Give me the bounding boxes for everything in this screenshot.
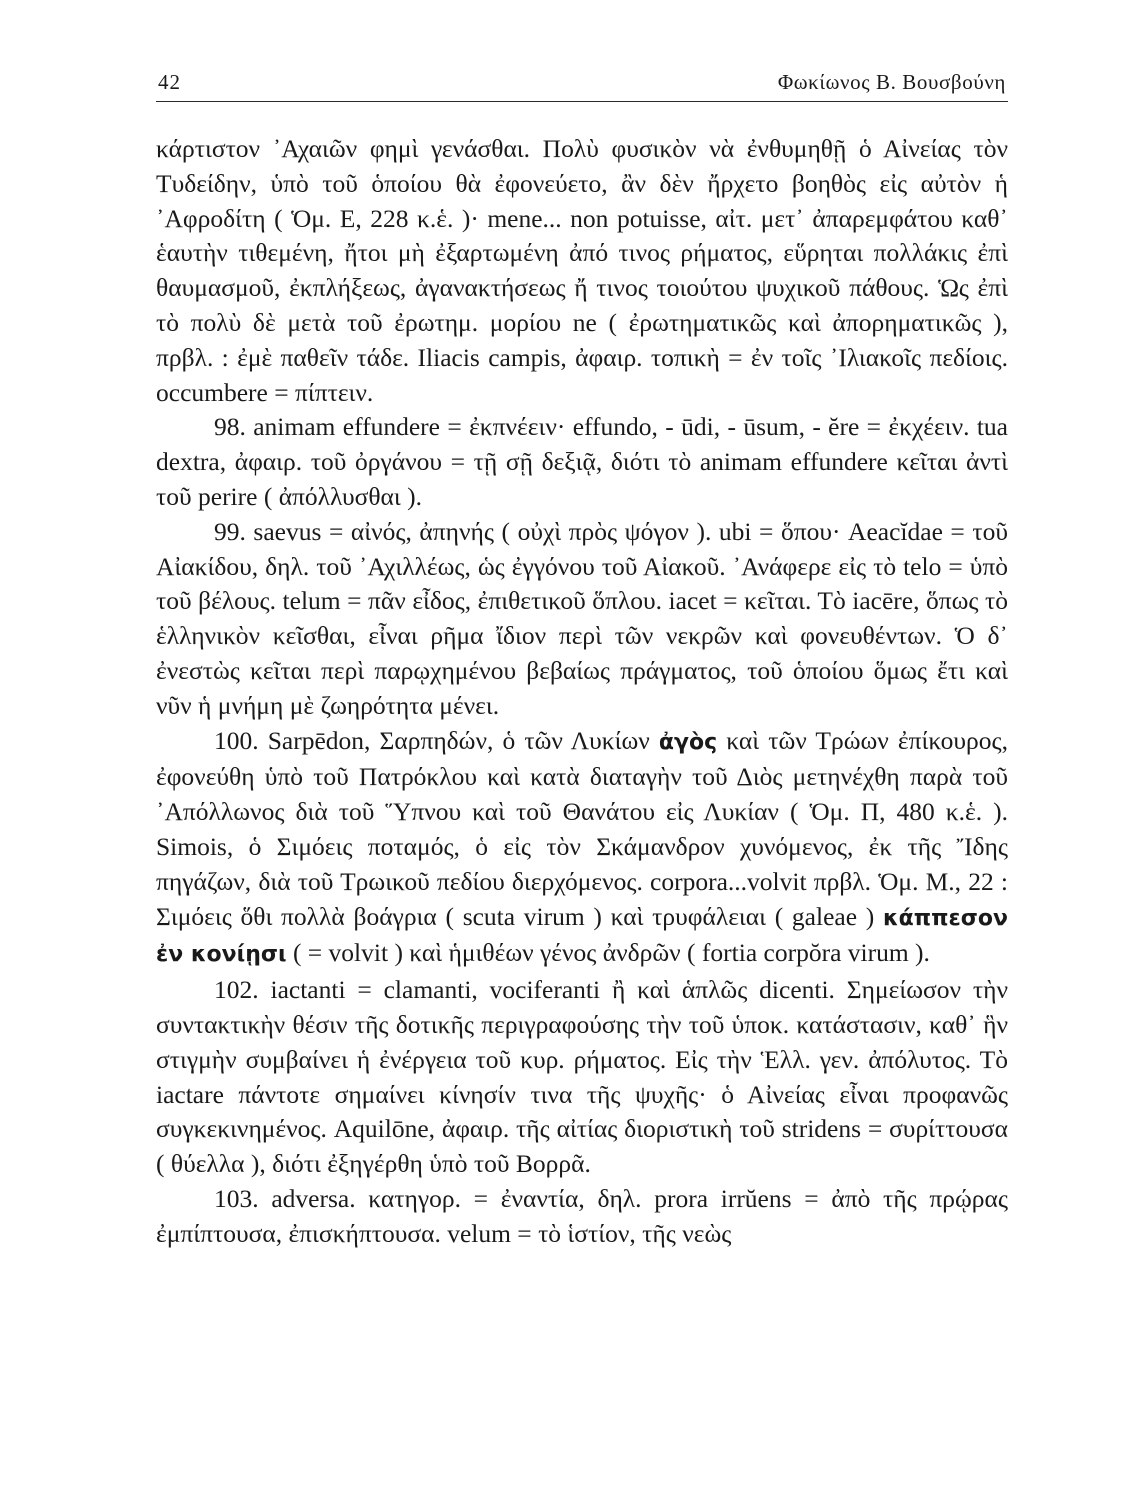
text-run: 99. saevus = αἰνός, ἀπηνής ( οὐχὶ πρὸς ψόγον ). ubi = ὅπου· Aeacĭdae = τοῦ Αἰακίδου, δηλ. τοῦ ᾿Αχιλλέως, ὡς ἐγγόνου τοῦ Αἰακοῦ. ᾿Ανάφερε εἰς τὸ telo = ὑπὸ τοῦ βέλους. telum = πᾶν εἶδος, ἐπιθετικοῦ ὅπλου. iacet = κεῖται. Τὸ iacēre, ὅπως τὸ ἑλληνικὸν κεῖσθαι, εἶναι ρῆμα ἴδιον περὶ τῶν νεκρῶν καὶ φονευθέντων. Ὁ δ᾿ ἐνεστὼς κεῖται περὶ παρῳχημένου βεβαίως πράγματος, τοῦ ὁποίου ὅμως ἔτι καὶ νῦν ἡ μνήμη μὲ ζωηρότητα μένει. bbox=[156, 516, 1008, 720]
text-run: 103. adversa. κατηγορ. = ἐναντία, δηλ. prora irrŭens = ἀπὸ τῆς πρῴρας ἐμπίπτουσα, ἐπισκήπτουσα. velum = τὸ ἱστίον, τῆς νεὼς bbox=[156, 1183, 1008, 1248]
text-run: καὶ τῶν Τρώων ἐπίκουρος, ἐφονεύθη ὑπὸ τοῦ Πατρόκλου καὶ κατὰ διαταγὴν τοῦ Διὸς μετηνέχθη παρὰ τοῦ ᾿Απόλλωνος διὰ τοῦ Ὕπνου καὶ τοῦ Θανάτου εἰς Λυκίαν ( Ὁμ. Π, 480 κ.ἑ. ). Simois, ὁ Σιμόεις ποταμός, ὁ εἰς τὸν Σκάμανδρον χυνόμενος, ἐκ τῆς Ἴδης πηγάζων, διὰ τοῦ Τρωικοῦ πεδίου διερχόμενος. corpora...volvit πρβλ. Ὁμ. Μ., 22 : Σιμόεις ὅθι πολλὰ βοάγρια ( scuta virum ) καὶ τρυφάλειαι ( galeae ) bbox=[156, 725, 1008, 931]
paragraph bbox=[156, 724, 1008, 974]
paragraph bbox=[156, 410, 1008, 514]
page-number: 42 bbox=[158, 70, 181, 94]
bold-text-run: ἀγὸς bbox=[658, 729, 718, 755]
text-run: 98. animam effundere = ἐκπνέειν· effundo, - ūdi, - ūsum, - ĕre = ἐκχέειν. tua dextra, ἀφαιρ. τοῦ ὀργάνου = τῇ σῇ δεξιᾷ, διότι τὸ animam effundere κεῖται ἀντὶ τοῦ perire ( ἀπόλλυσθαι ). bbox=[156, 412, 1008, 511]
text-run: 100. Sarpēdon, Σαρπηδών, ὁ τῶν Λυκίων bbox=[214, 725, 659, 755]
text-run: κάρτιστον ᾿Αχαιῶν φημὶ γενάσθαι. Πολὺ φυσικὸν νὰ ἐνθυμηθῇ ὁ Αἰνείας τὸν Τυδείδην, ὑπὸ τοῦ ὁποίου θὰ ἐφονεύετο, ἂν δὲν ἤρχετο βοηθὸς εἰς αὐτὸν ἡ ᾿Αφροδίτη ( Ὁμ. Ε, 228 κ.ἑ. )· mene... non potuisse, αἰτ. μετ᾿ ἀπαρεμφάτου καθ᾿ ἑαυτὴν τιθεμένη, ἤτοι μὴ ἐξαρτωμένη ἀπό τινος ρήματος, εὕρηται πολλάκις ἐπὶ θαυμασμοῦ, ἐκπλήξεως, ἀγανακτήσεως ἤ τινος τοιούτου ψυχικοῦ πάθους. Ὡς ἐπὶ τὸ πολὺ δὲ μετὰ τοῦ ἐρωτημ. μορίου ne ( ἐρωτηματικῶς καὶ ἀπορηματικῶς ), πρβλ. : ἐμὲ παθεῖν τάδε. Iliacis campis, ἀφαιρ. τοπικὴ = ἐν τοῖς ᾿Ιλιακοῖς πεδίοις. occumbere = πίπτειν. bbox=[156, 134, 1008, 407]
paragraph bbox=[156, 973, 1008, 1182]
page-body bbox=[156, 132, 1008, 1252]
paragraph bbox=[156, 515, 1008, 724]
text-run: 102. iactanti = clamanti, vociferanti ἢ καὶ ἁπλῶς dicenti. Σημείωσον τὴν συντακτικὴν θέσιν τῆς δοτικῆς περιγραφούσης τὴν τοῦ ὑποκ. κατάστασιν, καθ᾿ ἣν στιγμὴν συμβαίνει ἡ ἐνέργεια τοῦ κυρ. ρήματος. Εἰς τὴν Ἑλλ. γεν. ἀπόλυτος. Τὸ iactare πάντοτε σημαίνει κίνησίν τινα τῆς ψυχῆς· ὁ Αἰνείας εἶναι προφανῶς συγκεκινημένος. Aquilōne, ἀφαιρ. τῆς αἰτίας διοριστικὴ τοῦ stridens = συρίττουσα ( θύελλα ), διότι ἐξηγέρθη ὑπὸ τοῦ Βορρᾶ. bbox=[156, 975, 1008, 1179]
bold-text-run: κάππεσον ἐν κονίῃσι bbox=[156, 905, 1008, 968]
paragraph bbox=[156, 132, 1008, 410]
paragraph bbox=[156, 1182, 1008, 1252]
text-run: ( = volvit ) καὶ ἡμιθέων γένος ἀνδρῶν ( fortia corpŏra virum ). bbox=[286, 938, 930, 968]
running-title: Φωκίωνος Β. Βουσβούνη bbox=[777, 70, 1006, 94]
page-header bbox=[156, 70, 1008, 102]
